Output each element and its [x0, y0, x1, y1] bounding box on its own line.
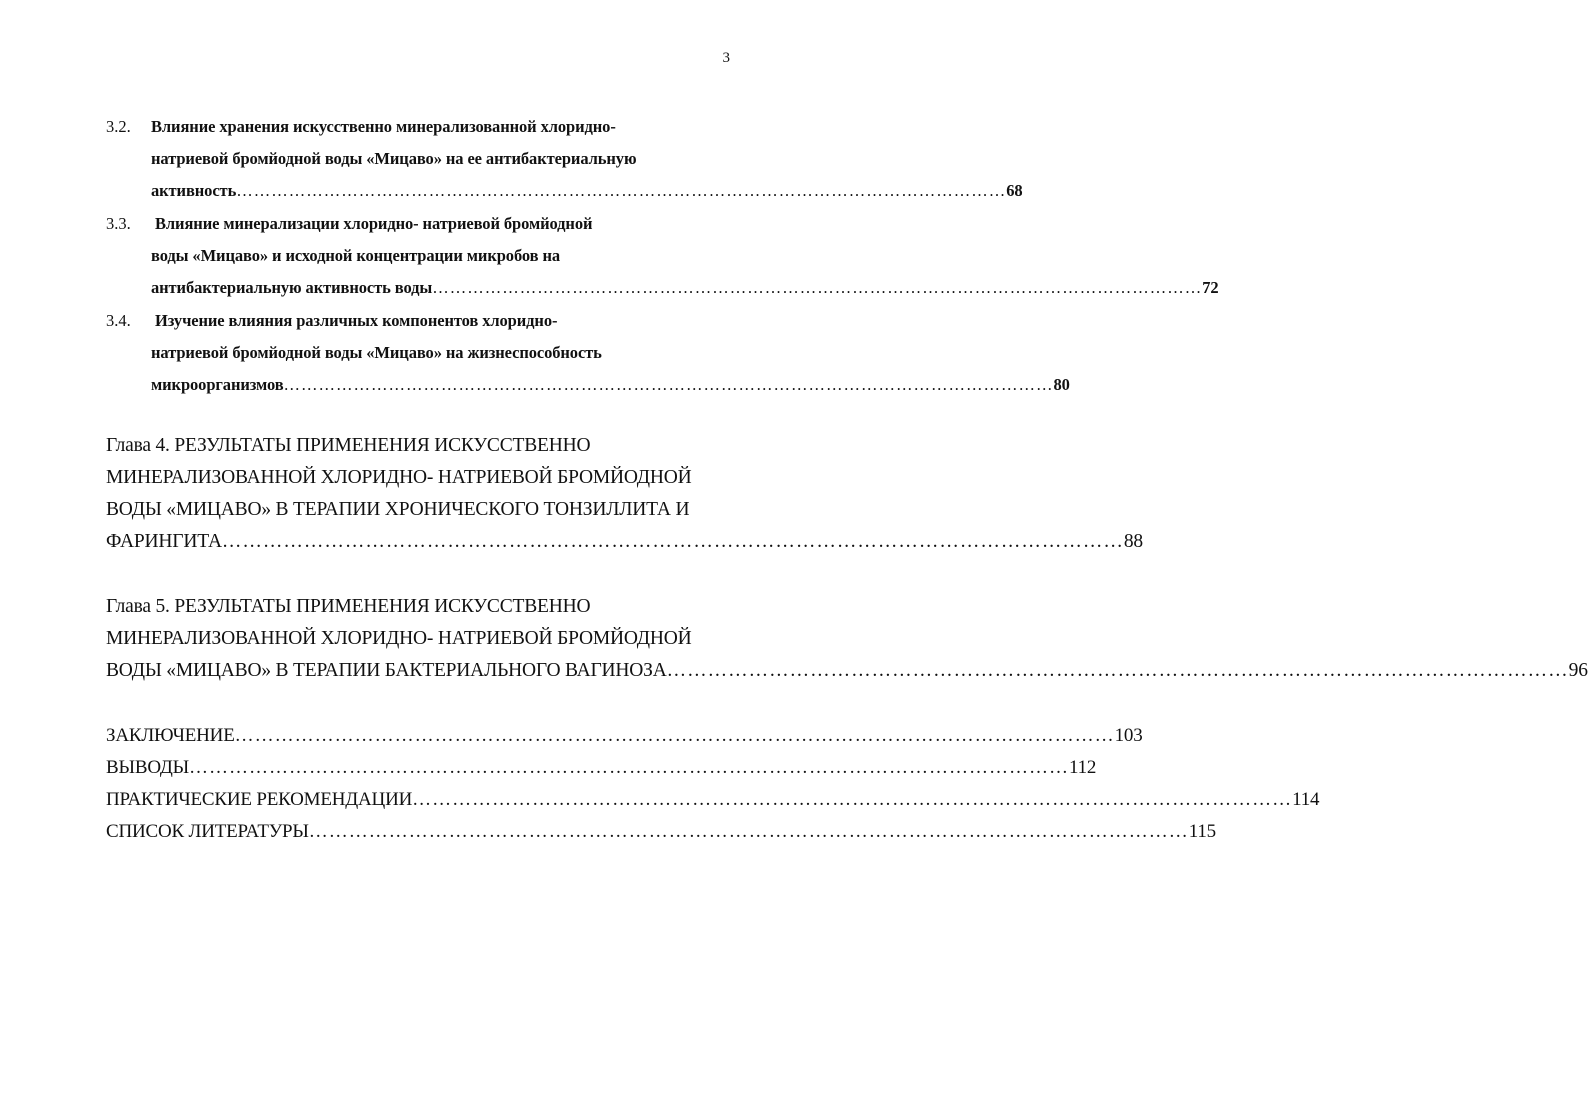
entry-line-with-leader	[106, 531, 1143, 553]
page-ref: 103	[1114, 725, 1143, 746]
entry-title: ЗАКЛЮЧЕНИЕ	[106, 725, 235, 746]
entry-line: Влияние хранения искусственно минерализованной хлоридно-	[151, 117, 616, 136]
entry-line: активность	[151, 181, 237, 200]
page-ref: 114	[1292, 789, 1320, 810]
entry-title: ПРАКТИЧЕСКИЕ РЕКОМЕНДАЦИИ	[106, 789, 413, 810]
dot-leader: ……………………………………………………………………………………………………………………	[189, 757, 1070, 778]
entry-line: антибактериальную активность воды	[151, 278, 433, 297]
entry-line-with-leader	[151, 181, 1023, 201]
entry-line: воды «Мицаво» и исходной концентрации микробов на	[151, 246, 561, 265]
dot-leader: ……………………………………………………………………………………………………………………	[283, 375, 1054, 394]
page-ref: 88	[1123, 531, 1143, 552]
entry-line: МИНЕРАЛИЗОВАННОЙ ХЛОРИДНО- НАТРИЕВОЙ БРОМЙОДНОЙ	[106, 467, 692, 488]
entry-line: микроорганизмов	[151, 375, 284, 394]
entry-line-with-leader	[151, 375, 1070, 395]
page-ref: 115	[1188, 821, 1216, 842]
page-ref: 80	[1053, 375, 1070, 394]
entry-line: Влияние минерализации хлоридно- натриевой бромйодной	[155, 214, 593, 233]
entry-line: ВОДЫ «МИЦАВО» В ТЕРАПИИ ХРОНИЧЕСКОГО ТОНЗИЛЛИТА И	[106, 499, 690, 520]
toc-entry-bibliography	[106, 821, 1216, 843]
entry-title: ВЫВОДЫ	[106, 757, 190, 778]
toc-entry-conclusion	[106, 725, 1143, 747]
page-ref: 72	[1202, 278, 1219, 297]
entry-line: ФАРИНГИТА	[106, 531, 222, 552]
dot-leader: ……………………………………………………………………………………………………………………	[308, 821, 1189, 842]
dot-leader: ……………………………………………………………………………………………………………………	[236, 181, 1007, 200]
dot-leader: ……………………………………………………………………………………………………………………	[666, 660, 1569, 681]
section-number: 3.2.	[106, 117, 131, 136]
entry-line-with-leader	[151, 278, 1219, 298]
entry-line: натриевой бромйодной воды «Мицаво» на жизнеспособность	[151, 343, 602, 362]
toc-entry-recommendations	[106, 789, 1320, 811]
entry-line: Изучение влияния различных компонентов хлоридно-	[155, 311, 558, 330]
entry-line: Глава 5. РЕЗУЛЬТАТЫ ПРИМЕНЕНИЯ ИСКУССТВЕННО	[106, 596, 591, 617]
entry-title: СПИСОК ЛИТЕРАТУРЫ	[106, 821, 309, 842]
entry-line: натриевой бромйодной воды «Мицаво» на ее антибактериальную	[151, 149, 637, 168]
dot-leader: ……………………………………………………………………………………………………………………	[432, 278, 1203, 297]
dot-leader: ……………………………………………………………………………………………………………………	[221, 531, 1124, 552]
dot-leader: ……………………………………………………………………………………………………………………	[412, 789, 1293, 810]
section-number: 3.3.	[106, 214, 131, 233]
toc-entry-conclusions	[106, 757, 1097, 779]
entry-line: МИНЕРАЛИЗОВАННОЙ ХЛОРИДНО- НАТРИЕВОЙ БРОМЙОДНОЙ	[106, 628, 692, 649]
page-number: 3	[722, 50, 730, 66]
dot-leader: ……………………………………………………………………………………………………………………	[234, 725, 1115, 746]
page-ref: 112	[1069, 757, 1097, 778]
entry-line: ВОДЫ «МИЦАВО» В ТЕРАПИИ БАКТЕРИАЛЬНОГО ВАГИНОЗА	[106, 660, 667, 681]
page-ref: 68	[1006, 181, 1023, 200]
section-number: 3.4.	[106, 311, 131, 330]
entry-line: Глава 4. РЕЗУЛЬТАТЫ ПРИМЕНЕНИЯ ИСКУССТВЕННО	[106, 435, 591, 456]
page-ref: 96	[1568, 660, 1588, 681]
entry-line-with-leader	[106, 660, 1588, 682]
